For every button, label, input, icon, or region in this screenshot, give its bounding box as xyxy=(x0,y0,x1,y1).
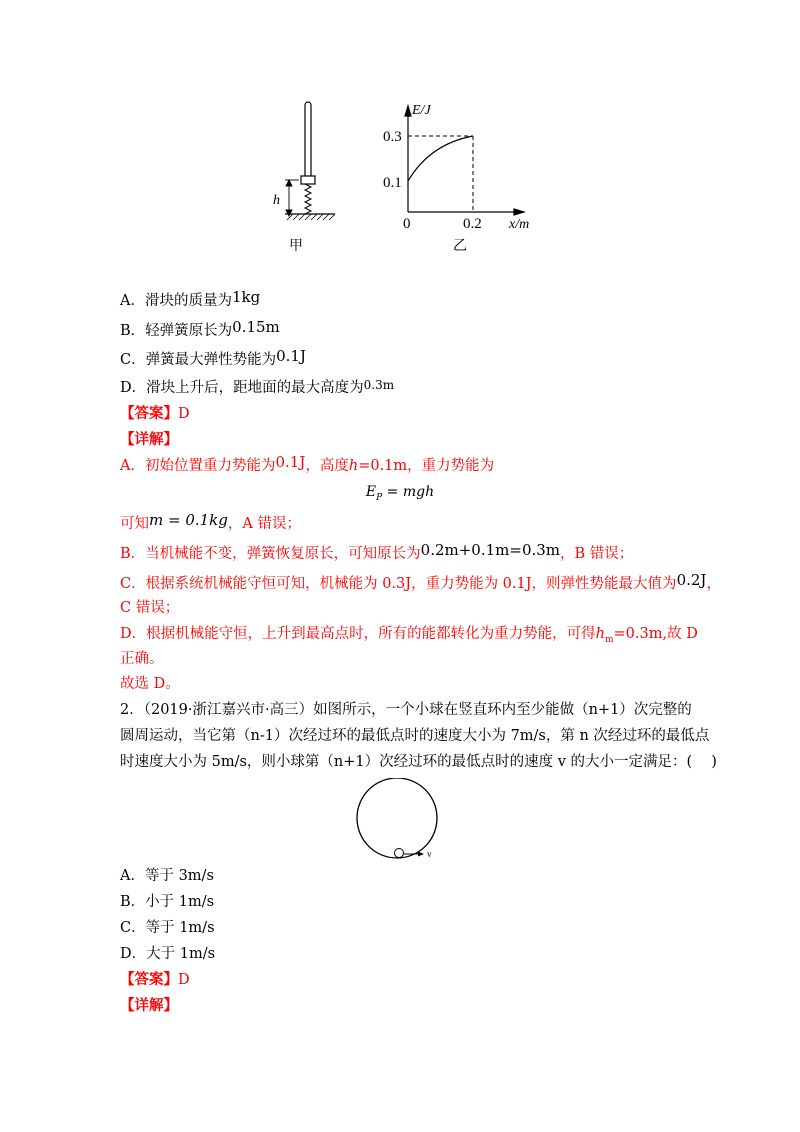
q2-option-a-text: A．等于 3m/s xyxy=(120,868,214,884)
q1-detail-b-text: B．当机械能不变，弹簧恢复原长，可知原长为 xyxy=(120,546,421,562)
q1-detail-d-sub: m xyxy=(604,634,614,645)
q1-detail-heading xyxy=(120,430,178,450)
q2-option-a xyxy=(120,866,214,886)
q1-option-b xyxy=(120,320,280,341)
formula-e: E xyxy=(365,484,377,500)
formula-sub: P xyxy=(376,492,383,503)
q2-detail-label: 【详解】 xyxy=(120,997,178,1014)
q1-option-d-value: 0.3m xyxy=(363,378,395,392)
q1-detail-d-h: h xyxy=(595,626,605,642)
q1-detail-label: 【详解】 xyxy=(120,431,178,448)
formula-rhs: = mgh xyxy=(382,484,435,500)
rod-shape xyxy=(301,102,315,184)
q2-stem-line1 xyxy=(120,700,692,720)
q1-detail-a xyxy=(120,455,494,476)
q1-option-d-text: D．滑块上升后，距地面的最大高度为 xyxy=(120,380,364,396)
q1-option-b-value: 0.15m xyxy=(232,318,280,336)
tick-x: 0.2 xyxy=(463,216,482,232)
q2-option-b xyxy=(120,892,214,912)
spring-apparatus-figure xyxy=(265,96,345,266)
tick-origin: 0 xyxy=(403,216,411,232)
q1-detail-d xyxy=(120,624,698,650)
q1-detail-d2 xyxy=(120,649,164,669)
q2-option-c-text: C．等于 1m/s xyxy=(120,920,215,936)
q1-kezhi-rest: ，A 错误； xyxy=(227,516,301,532)
q1-option-c xyxy=(120,349,306,370)
q2-line1: 2．（2019·浙江嘉兴市·高三）如图所示，一个小球在竖直环内至少能做（n+1）次完整的 xyxy=(120,702,692,718)
q1-choose xyxy=(120,674,180,694)
q1-detail-a-val: 0.1J xyxy=(275,453,306,471)
loop-circle xyxy=(357,778,437,858)
q1-answer-label: 【答案】 xyxy=(120,405,178,422)
q1-choose-text: 故选 D。 xyxy=(120,676,180,692)
velocity-label: v xyxy=(427,849,432,859)
q1-option-c-text: C．弹簧最大弹性势能为 xyxy=(120,352,277,368)
q1-detail-c-text: C．根据系统机械能守恒可知，机械能为 0.3J，重力势能为 0.1J，则弹性势能最大值为 xyxy=(120,576,677,592)
q2-option-d-text: D．大于 1m/s xyxy=(120,946,216,962)
q1-detail-c-tail: ， xyxy=(706,576,721,592)
q1-kezhi-text: 可知 xyxy=(120,516,149,532)
formula-ep xyxy=(0,484,800,503)
figure-right-label: 乙 xyxy=(453,238,467,254)
q1-detail-d-rest: =0.3m,故 D xyxy=(613,626,698,642)
q2-answer xyxy=(120,970,190,990)
loop-figure xyxy=(350,778,450,862)
energy-curve xyxy=(408,136,473,181)
q1-detail-a-tail: =0.1m，重力势能为 xyxy=(358,458,495,474)
q1-detail-kezhi xyxy=(120,513,301,534)
tick-y-top: 0.3 xyxy=(383,129,402,145)
q1-detail-d-text: D．根据机械能守恒，上升到最高点时，所有的能都转化为重力势能，可得 xyxy=(120,626,596,642)
spring-coil-shape xyxy=(305,184,311,214)
q1-detail-a-text: A．初始位置重力势能为 xyxy=(120,458,276,474)
q1-option-a-value: 1kg xyxy=(231,288,261,306)
q2-option-c xyxy=(120,918,215,938)
energy-graph xyxy=(375,96,545,236)
q1-detail-c2-text: C 错误； xyxy=(120,600,180,616)
q2-line3: 时速度大小为 5m/s，则小球第（n+1）次经过环的最低点时的速度 v 的大小一定满足：( ) xyxy=(120,754,717,770)
q1-answer xyxy=(120,404,190,424)
q1-detail-c-val: 0.2J xyxy=(676,571,707,589)
q2-option-b-text: B．小于 1m/s xyxy=(120,894,215,910)
height-arrow xyxy=(285,180,299,216)
q1-option-a xyxy=(120,290,260,311)
q2-answer-label: 【答案】 xyxy=(120,971,178,988)
q2-stem-line3 xyxy=(120,752,717,772)
q1-answer-value: D xyxy=(178,406,190,422)
q1-detail-b-val: 0.2m+0.1m=0.3m xyxy=(420,541,561,559)
h-label: h xyxy=(273,193,280,208)
q2-stem-line2 xyxy=(120,726,709,746)
ball-shape xyxy=(395,849,404,858)
q1-detail-b xyxy=(120,543,633,564)
q1-detail-d2-text: 正确。 xyxy=(120,651,164,667)
ground-hatch xyxy=(287,214,335,220)
q1-detail-a-rest: ，高度 xyxy=(305,458,349,474)
y-axis-arrow xyxy=(405,106,411,116)
q1-detail-c2 xyxy=(120,598,179,618)
q1-option-d xyxy=(120,378,394,398)
q1-detail-c xyxy=(120,573,721,594)
q2-answer-value: D xyxy=(178,972,190,988)
x-axis-arrow xyxy=(514,209,524,215)
q2-option-d xyxy=(120,944,215,964)
x-axis-label: x/m xyxy=(509,217,530,232)
q1-option-c-value: 0.1J xyxy=(276,347,306,365)
q1-option-b-text: B．轻弹簧原长为 xyxy=(120,323,233,339)
q1-detail-b-rest: ，B 错误； xyxy=(560,546,634,562)
figure-left-label: 甲 xyxy=(289,238,303,254)
y-axis-label: E/J xyxy=(412,103,431,118)
q1-option-a-text: A．滑块的质量为 xyxy=(120,293,232,309)
q2-line2: 圆周运动，当它第（n-1）次经过环的最低点时的速度大小为 7m/s，第 n 次经过环的最低点 xyxy=(120,728,710,744)
q1-kezhi-value: m = 0.1kg xyxy=(149,511,228,529)
velocity-arrowhead xyxy=(418,852,424,857)
q2-detail-heading xyxy=(120,996,178,1016)
tick-y-mid: 0.1 xyxy=(383,175,402,191)
q1-detail-a-h: h xyxy=(348,458,359,474)
